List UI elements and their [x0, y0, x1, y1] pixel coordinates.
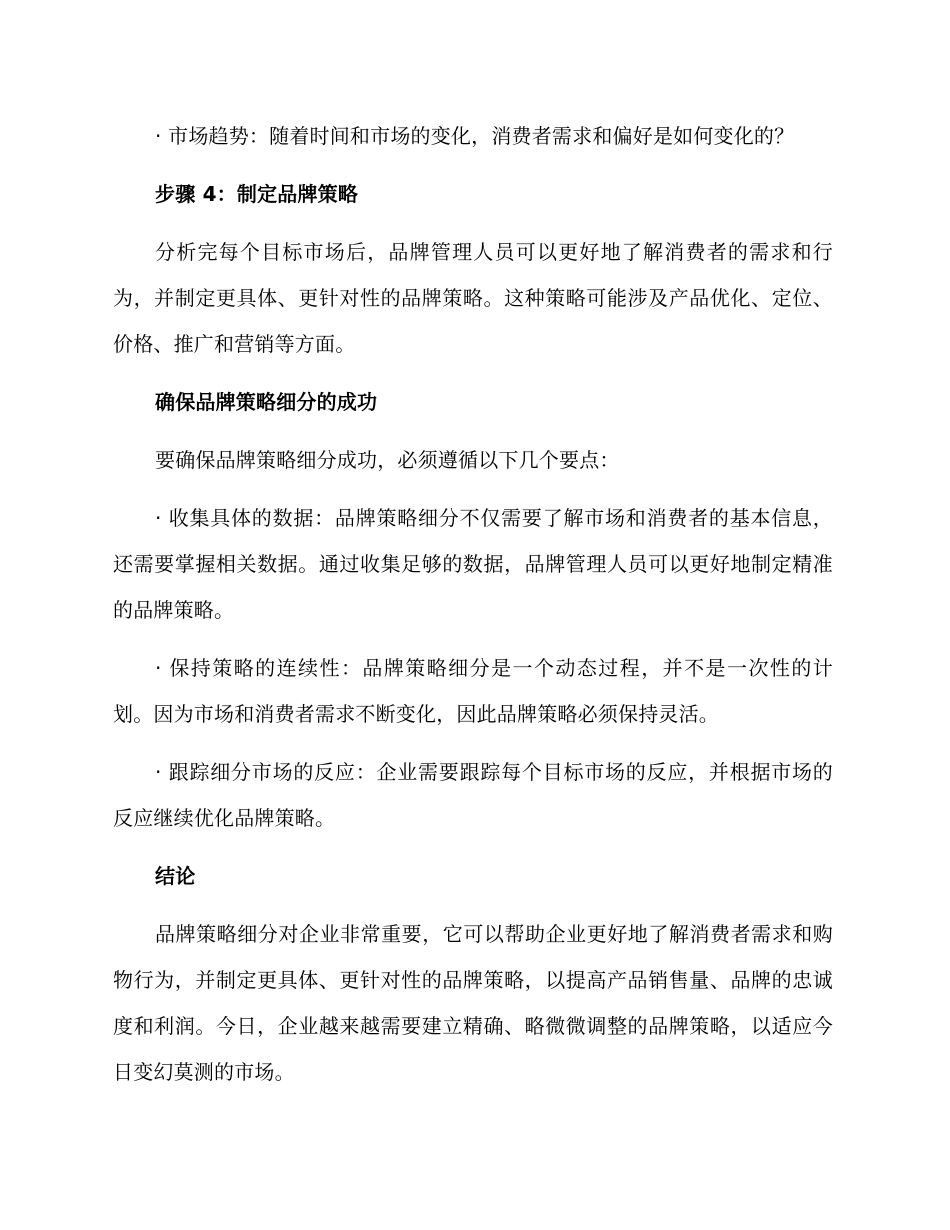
paragraph-conclusion: 品牌策略细分对企业非常重要，它可以帮助企业更好地了解消费者需求和购物行为，并制定更具体、更针对性的品牌策略，以提高产品销售量、品牌的忠诚度和利润。今日，企业越来越需要建立精确、略微微调整的品牌策略，以适应今日变幻莫测的市场。: [113, 922, 833, 1084]
spacer: [113, 159, 833, 171]
heading-step-4: 步骤 4：制定品牌策略: [155, 182, 359, 206]
bullet-market-trend: · 市场趋势：随着时间和市场的变化，消费者需求和偏好是如何变化的？: [155, 124, 795, 148]
spacer: [113, 841, 833, 853]
bullet-track-response: · 跟踪细分市场的反应：企业需要跟踪每个目标市场的反应，并根据市场的反应继续优化品牌策略。: [113, 760, 833, 830]
paragraph-step-4: 分析完每个目标市场后，品牌管理人员可以更好地了解消费者的需求和行为，并制定更具体、更针对性的品牌策略。这种策略可能涉及产品优化、定位、价格、推广和营销等方面。: [113, 240, 833, 356]
heading-success: 确保品牌策略细分的成功: [155, 390, 378, 414]
spacer: [113, 633, 833, 645]
heading-conclusion: 结论: [155, 864, 196, 888]
spacer: [113, 899, 833, 911]
bullet-continuity: · 保持策略的连续性：品牌策略细分是一个动态过程，并不是一次性的计划。因为市场和消费者需求不断变化，因此品牌策略必须保持灵活。: [113, 656, 833, 726]
spacer: [113, 217, 833, 229]
spacer: [113, 737, 833, 749]
document-body: [113, 113, 833, 1095]
spacer: [113, 483, 833, 495]
bullet-collect-data: · 收集具体的数据：品牌策略细分不仅需要了解市场和消费者的基本信息，还需要掌握相关数据。通过收集足够的数据，品牌管理人员可以更好地制定精准的品牌策略。: [113, 506, 833, 622]
paragraph-success-intro: 要确保品牌策略细分成功，必须遵循以下几个要点：: [155, 448, 620, 472]
spacer: [113, 367, 833, 379]
spacer: [113, 425, 833, 437]
